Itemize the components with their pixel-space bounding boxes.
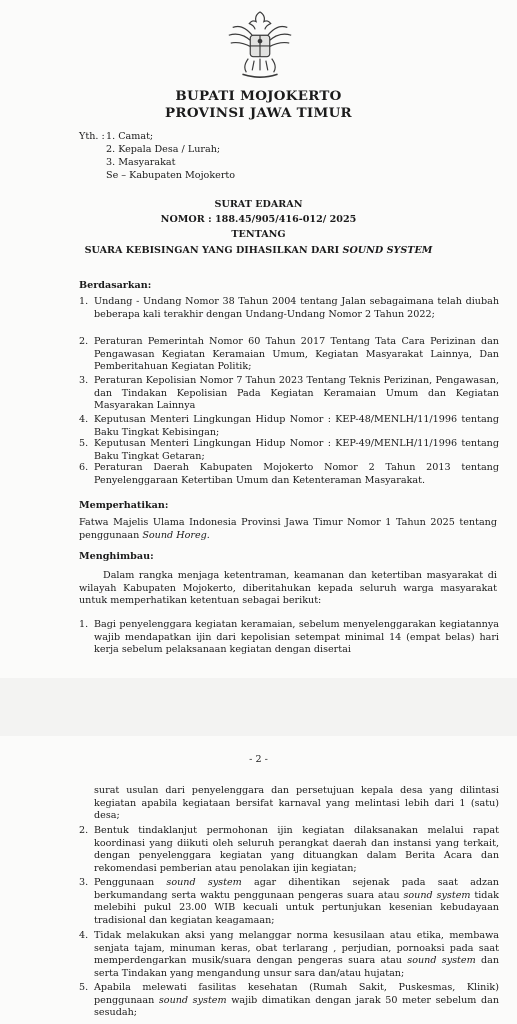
appeal-item-4	[79, 930, 499, 980]
item-number: 2.	[79, 825, 89, 836]
item-text	[94, 982, 499, 1020]
appeal-item-1	[79, 619, 499, 657]
noting-heading: Memperhatikan:	[79, 500, 169, 511]
item-text: Bagi penyelenggara kegiatan keramaian, sebelum menyelenggarakan kegiatannya wajib mendapatkan ijin dari kepolisian setempat minimal 14 (empat belas) hari kerja sebelum pelaksanaan kegiatan dengan disertai	[94, 619, 499, 656]
letter-number: NOMOR : 188.45/905/416-012/ 2025	[160, 214, 357, 225]
considering-item-1	[79, 296, 499, 321]
recipient-2: 2. Kepala Desa / Lurah;	[106, 144, 221, 155]
item-number: 1.	[79, 619, 89, 630]
item5-b: sound system	[158, 994, 227, 1006]
considering-item-5	[79, 438, 499, 463]
item-number: 2.	[79, 336, 89, 347]
item-text	[94, 930, 499, 980]
item-text: Keputusan Menteri Lingkungan Hidup Nomor : KEP-49/MENLH/11/1996 tentang Baku Tingkat Getaran;	[94, 438, 499, 462]
item3-d: sound system	[403, 889, 471, 901]
noting-main: Fatwa Majelis Ulama Indonesia Provinsi Jawa Timur Nomor 1 Tahun 2025 tentang penggunaan	[79, 517, 497, 541]
considering-item-2	[79, 336, 499, 374]
document-page-2	[0, 736, 517, 1024]
item4-b: sound system	[407, 955, 476, 967]
considering-item-3	[79, 375, 499, 413]
appeal-intro: Dalam rangka menjaga ketentraman, keamanan dan ketertiban masyarakat di wilayah Kabupaten Mojokerto, diberitahukan kepada seluruh warga masyarakat untuk memperhatikan ketentuan sebagai berikut:	[79, 570, 497, 607]
item-text	[94, 877, 499, 927]
item4-a: Tidak melakukan aksi yang melanggar norma kesusilaan atau etika, membawa senjata tajam, minuman keras, obat terlarang , perjudian, pornoaksi pada saat memperdengarkan musik/suara dengan pengeras suara atau	[94, 930, 499, 967]
appeal-item-1-continued: surat usulan dari penyelenggara dan persetujuan kepala desa yang dilintasi kegiatan apabila kegiataan bersifat karnaval yang melintasi lebih dari 1 (satu) desa;	[94, 785, 499, 822]
subject-main: SUARA KEBISINGAN YANG DIHASILKAN DARI	[84, 245, 343, 256]
header-line-2: PROVINSI JAWA TIMUR	[165, 105, 352, 121]
letter-type: SURAT EDARAN	[214, 199, 303, 210]
item3-b: sound system	[166, 877, 242, 888]
letter-subject	[0, 245, 517, 258]
header-line-1: BUPATI MOJOKERTO	[175, 88, 342, 104]
item-number: 3.	[79, 375, 89, 386]
item3-e: tidak melebihi pukul 23.00 WIB kecuali untuk pertunjukan kesenian kebudayaan tradisional dan kegiatan keagamaan;	[94, 889, 499, 926]
noting-text	[79, 517, 497, 542]
recipient-4: Se – Kabupaten Mojokerto	[106, 170, 236, 181]
item-number: 5.	[79, 982, 89, 993]
item-number: 1.	[79, 296, 89, 307]
garuda-emblem-icon	[221, 6, 299, 84]
page-number: - 2 -	[249, 754, 268, 765]
item-number: 5.	[79, 438, 89, 449]
recipient-3: 3. Masyarakat	[106, 157, 176, 168]
noting-end: .	[206, 529, 210, 541]
item5-c: wajib dimatikan dengan jarak 50 meter sebelum dan sesudah;	[94, 994, 499, 1019]
item-number: 3.	[79, 877, 89, 888]
page-gap	[0, 678, 517, 736]
appeal-item-5	[79, 982, 499, 1020]
item4-c: dan serta Tindakan yang mengandung unsur sara dan/atau hujatan;	[94, 955, 499, 979]
considering-item-6	[79, 462, 499, 487]
item3-c: agar dihentikan sejenak pada saat adzan berkumandang serta waktu penggunaan pengeras suara atau	[94, 877, 499, 901]
item-text: Undang - Undang Nomor 38 Tahun 2004 tentang Jalan sebagaimana telah diubah beberapa kali terakhir dengan Undang-Undang Nomor 2 Tahun 2022;	[94, 296, 499, 320]
item-number: 4.	[79, 930, 89, 941]
item-text: Peraturan Kepolisian Nomor 7 Tahun 2023 Tentang Teknis Perizinan, Pengawasan, dan Tindakan Kepolisian Pada Kegiatan Keramaian Umum dan Kegiatan Masyarakan Lainnya	[94, 375, 499, 412]
item-text: Peraturan Pemerintah Nomor 60 Tahun 2017 Tentang Tata Cara Perizinan dan Pengawasan Kegiatan Keramaian Umum, Kegiatan Masyarakat Lainnya, Dan Pemberitahuan Kegiatan Politik;	[94, 336, 499, 373]
item-number: 6.	[79, 462, 89, 473]
item-text: Keputusan Menteri Lingkungan Hidup Nomor : KEP-48/MENLH/11/1996 tentang Baku Tingkat Kebisingan;	[94, 414, 499, 438]
item-text: Peraturan Daerah Kabupaten Mojokerto Nomor 2 Tahun 2013 tentang Penyelenggaraan Ketertiban Umum dan Ketenteraman Masyarakat.	[94, 462, 499, 486]
considering-heading: Berdasarkan:	[79, 280, 152, 291]
appeal-heading: Menghimbau:	[79, 551, 154, 562]
appeal-item-3	[79, 877, 499, 927]
recipient-1: 1. Camat;	[106, 131, 154, 142]
considering-item-4	[79, 414, 499, 439]
appeal-item-2	[79, 825, 499, 875]
item5-a: Apabila melewati fasilitas kesehatan (Rumah Sakit, Puskesmas, Klinik) penggunaan	[94, 982, 499, 1006]
item3-a: Penggunaan	[94, 877, 167, 888]
item-number: 4.	[79, 414, 89, 425]
recipients-prefix: Yth. :	[79, 131, 105, 142]
letter-about: TENTANG	[231, 229, 286, 240]
noting-italic: Sound Horeg	[142, 529, 207, 541]
item-text: Bentuk tindaklanjut permohonan ijin kegiatan dilaksanakan melalui rapat koordinasi yang diikuti oleh seluruh perangkat daerah dan instansi yang terkait, dengan penyelenggara kegiatan yang dituangkan dalam Berita Acara dan rekomendasi pemberian atau penolakan ijin kegiatan;	[94, 825, 499, 874]
subject-italic: SOUND SYSTEM	[342, 245, 433, 256]
